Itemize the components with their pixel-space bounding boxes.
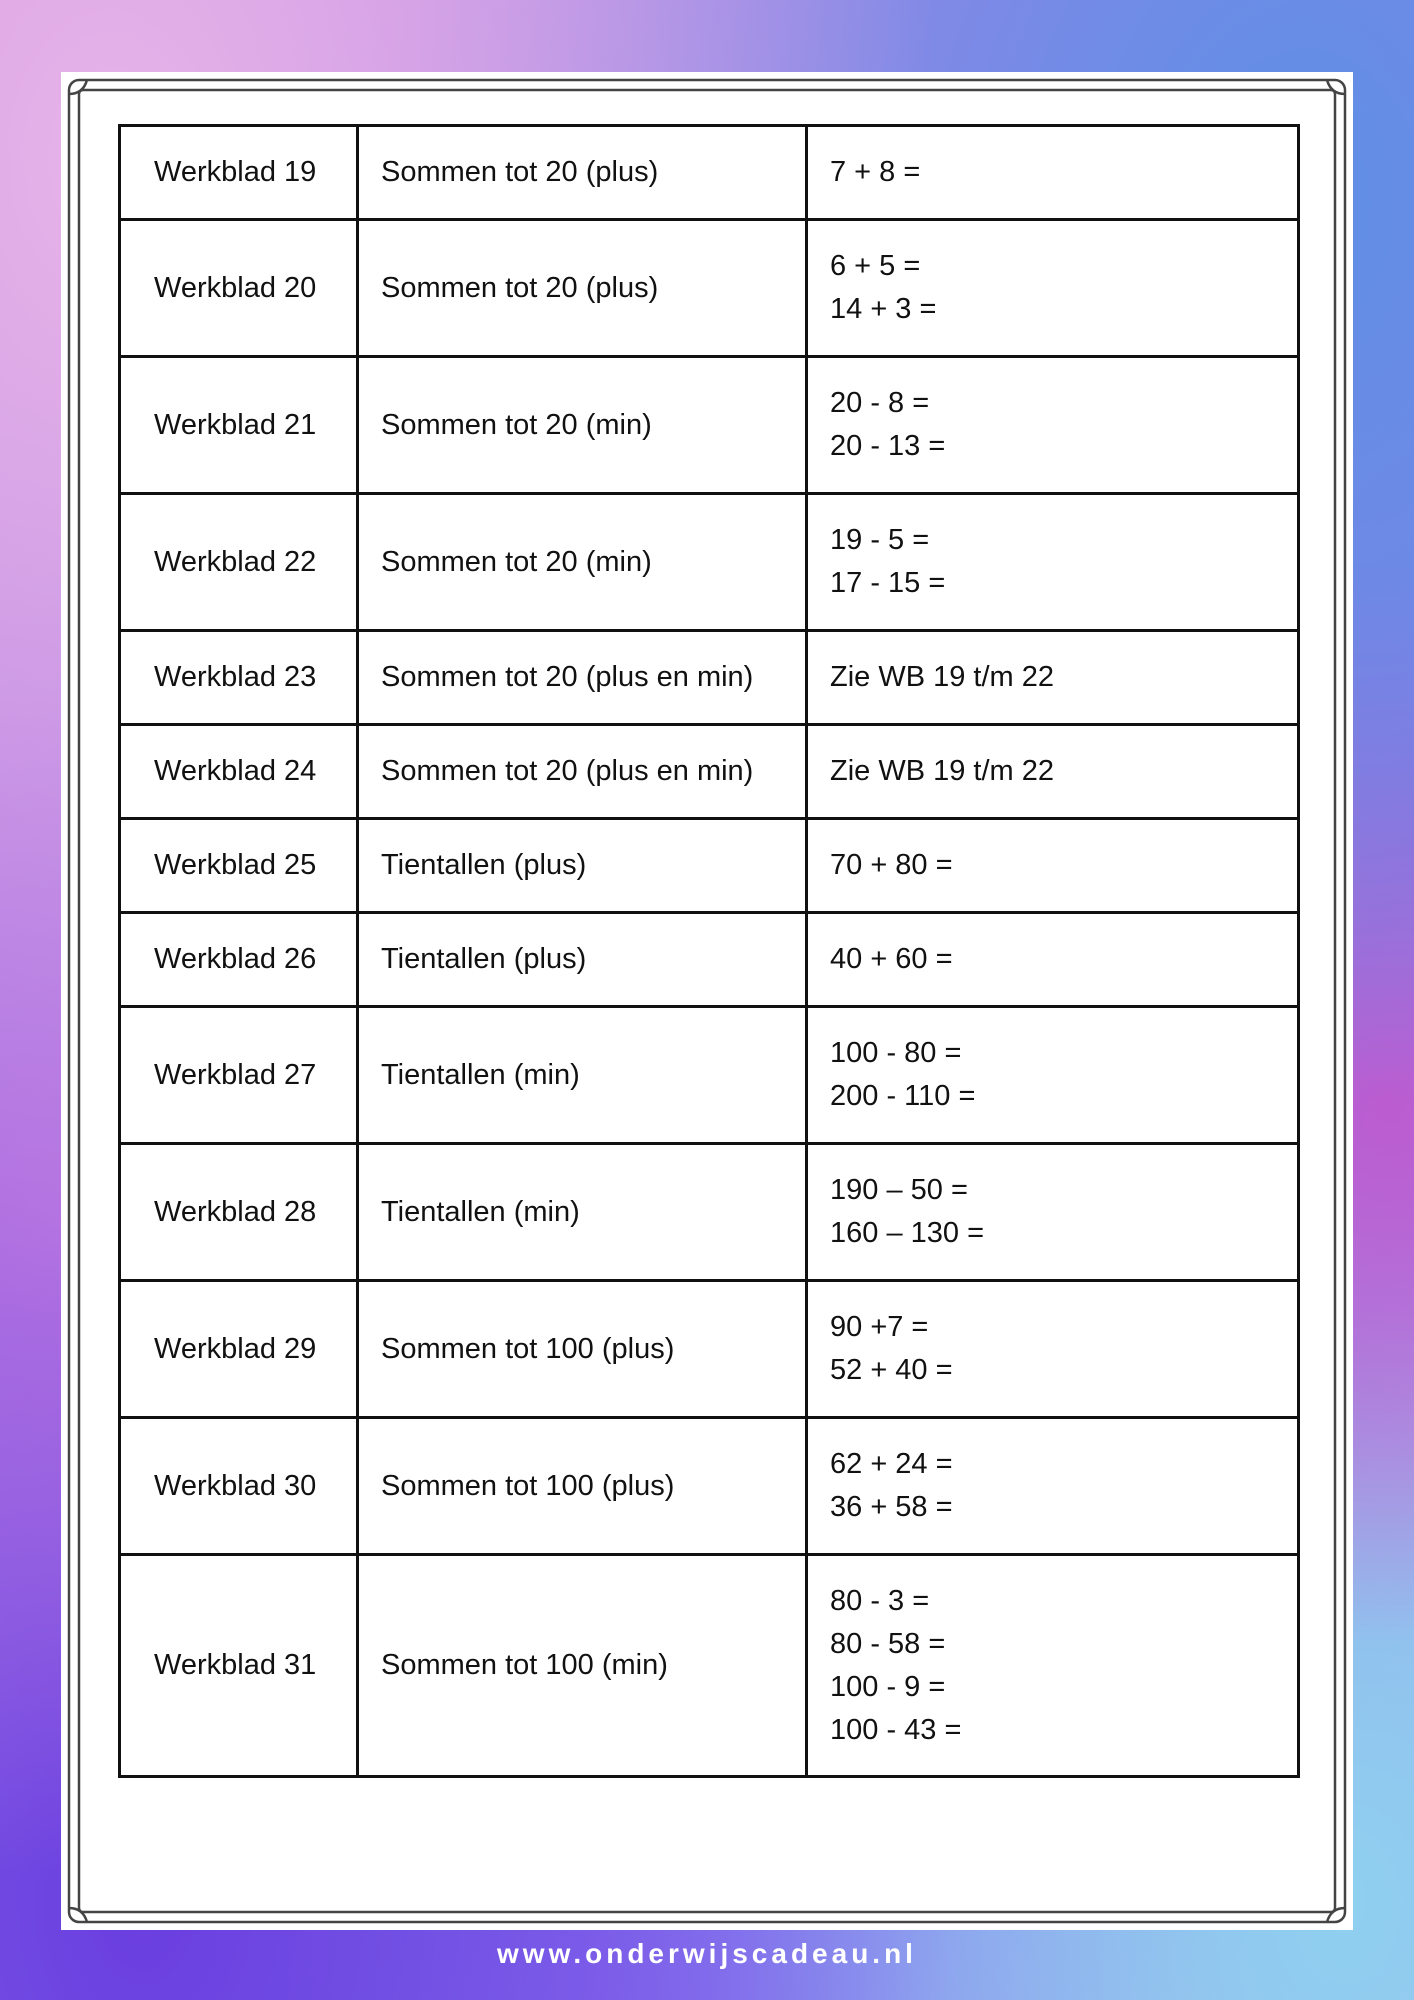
example-sum: 160 – 130 =	[830, 1217, 985, 1249]
example-sum: Zie WB 19 t/m 22	[830, 755, 1055, 787]
worksheet-topic: Sommen tot 20 (plus)	[358, 220, 807, 357]
example-sums	[807, 357, 1299, 494]
example-sum: 100 - 80 =	[830, 1037, 962, 1069]
table-row	[120, 126, 1299, 220]
worksheet-number: Werkblad 26	[120, 913, 358, 1007]
example-sum: 6 + 5 =	[830, 250, 921, 282]
example-sum: 100 - 43 =	[830, 1713, 962, 1746]
example-sums	[807, 1007, 1299, 1144]
example-sums	[807, 1418, 1299, 1555]
table-row	[120, 357, 1299, 494]
example-sum: 52 + 40 =	[830, 1354, 953, 1386]
worksheet-number: Werkblad 30	[120, 1418, 358, 1555]
example-sum: 19 - 5 =	[830, 524, 930, 556]
table-row	[120, 819, 1299, 913]
table-row	[120, 1281, 1299, 1418]
worksheet-number: Werkblad 23	[120, 631, 358, 725]
example-sum: 17 - 15 =	[830, 567, 946, 599]
example-sum: 90 +7 =	[830, 1311, 929, 1343]
example-sums	[807, 220, 1299, 357]
example-sum: 80 - 58 =	[830, 1627, 946, 1660]
example-sums	[807, 126, 1299, 220]
example-sums	[807, 725, 1299, 819]
worksheet-number: Werkblad 19	[120, 126, 358, 220]
example-sums	[807, 1144, 1299, 1281]
worksheet-topic: Tientallen (min)	[358, 1144, 807, 1281]
worksheet-number: Werkblad 31	[120, 1555, 358, 1777]
example-sum: 20 - 8 =	[830, 387, 930, 419]
example-sum: 7 + 8 =	[830, 156, 921, 188]
example-sums	[807, 819, 1299, 913]
worksheet-number: Werkblad 22	[120, 494, 358, 631]
worksheet-topic: Tientallen (plus)	[358, 913, 807, 1007]
worksheet-topic: Sommen tot 20 (min)	[358, 357, 807, 494]
worksheet-topic: Sommen tot 20 (plus en min)	[358, 725, 807, 819]
example-sum: 200 - 110 =	[830, 1080, 976, 1112]
worksheet-number: Werkblad 25	[120, 819, 358, 913]
example-sum: 80 - 3 =	[830, 1584, 930, 1617]
table-row	[120, 494, 1299, 631]
worksheet-number: Werkblad 20	[120, 220, 358, 357]
worksheet-topic: Tientallen (plus)	[358, 819, 807, 913]
table-row	[120, 1555, 1299, 1777]
example-sum: 36 + 58 =	[830, 1491, 953, 1523]
example-sum: 190 – 50 =	[830, 1174, 968, 1206]
table-row	[120, 725, 1299, 819]
worksheet-topic: Sommen tot 20 (plus)	[358, 126, 807, 220]
table-row	[120, 1144, 1299, 1281]
worksheet-page	[61, 72, 1353, 1930]
example-sum: 70 + 80 =	[830, 849, 953, 881]
worksheet-topic: Sommen tot 20 (min)	[358, 494, 807, 631]
worksheet-number: Werkblad 27	[120, 1007, 358, 1144]
table-row	[120, 1418, 1299, 1555]
example-sums	[807, 631, 1299, 725]
worksheet-number: Werkblad 21	[120, 357, 358, 494]
worksheet-number: Werkblad 28	[120, 1144, 358, 1281]
worksheet-topic: Sommen tot 20 (plus en min)	[358, 631, 807, 725]
example-sum: 14 + 3 =	[830, 293, 937, 325]
example-sum: 20 - 13 =	[830, 430, 946, 462]
example-sum: 100 - 9 =	[830, 1670, 946, 1703]
worksheet-topic: Tientallen (min)	[358, 1007, 807, 1144]
example-sums	[807, 913, 1299, 1007]
example-sum: 62 + 24 =	[830, 1448, 953, 1480]
example-sums	[807, 1281, 1299, 1418]
table-row	[120, 1007, 1299, 1144]
website-footer: www.onderwijscadeau.nl	[497, 1938, 917, 1969]
example-sum: 40 + 60 =	[830, 943, 953, 975]
worksheet-topic: Sommen tot 100 (min)	[358, 1555, 807, 1777]
table-row	[120, 220, 1299, 357]
example-sum: Zie WB 19 t/m 22	[830, 661, 1055, 693]
worksheet-table	[118, 124, 1300, 1778]
worksheet-number: Werkblad 29	[120, 1281, 358, 1418]
example-sums	[807, 1555, 1299, 1777]
table-row	[120, 913, 1299, 1007]
worksheet-topic: Sommen tot 100 (plus)	[358, 1418, 807, 1555]
table-row	[120, 631, 1299, 725]
worksheet-number: Werkblad 24	[120, 725, 358, 819]
example-sums	[807, 494, 1299, 631]
worksheet-topic: Sommen tot 100 (plus)	[358, 1281, 807, 1418]
